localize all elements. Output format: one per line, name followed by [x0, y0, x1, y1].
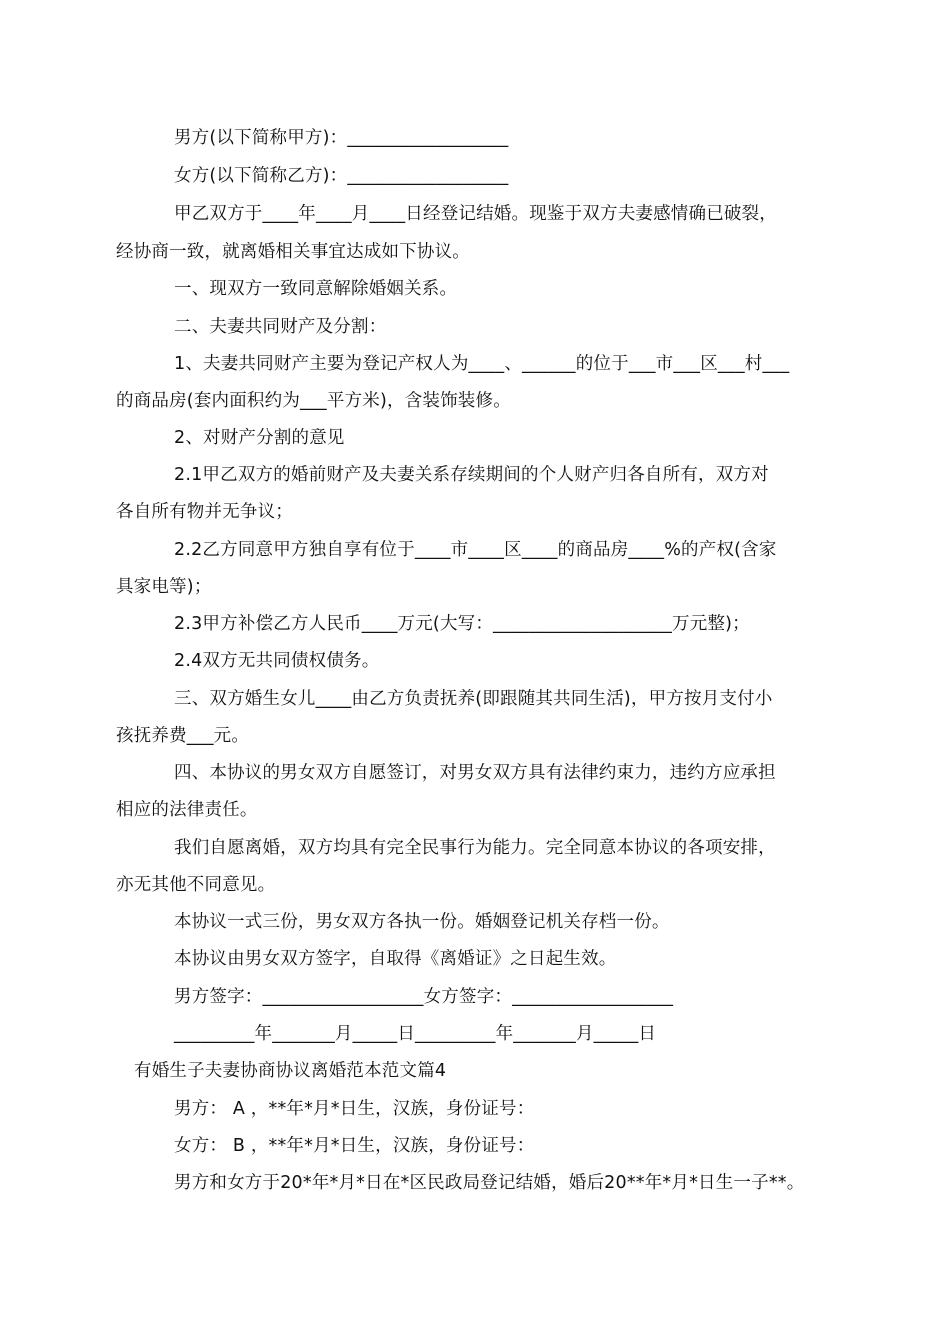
section-heading: 有婚生子夫妻协商协议离婚范本范文篇4 — [134, 1061, 447, 1081]
effective-clause: 本协议由男女双方签字，自取得《离婚证》之日起生效。 — [174, 949, 617, 969]
clause-2-4: 2.4双方无共同债权债务。 — [174, 651, 380, 671]
marriage-info-line: 男方和女方于20*年*月*日在*区民政局登记结婚，婚后20**年*月*日生一子**。 — [174, 1173, 805, 1193]
clause-2-2-heading: 2、对财产分割的意见 — [174, 428, 345, 448]
date-line: _________年_______月_____日_________年_______月_____日 — [174, 1024, 657, 1044]
male-info-line: 男方： A ，**年*月*日生，汉族，身份证号： — [174, 1099, 535, 1119]
clause-2-2-2-line2: 具家电等)； — [116, 577, 212, 597]
clause-2-heading: 二、夫妻共同财产及分割： — [174, 317, 387, 337]
clause-3-line1: 三、双方婚生女儿____由乙方负责抚养(即跟随其共同生活)，甲方按月支付小 — [174, 689, 773, 709]
clause-2-1-line1: 1、夫妻共同财产主要为登记产权人为____、______的位于___市___区___村___ — [174, 354, 790, 374]
female-info-line: 女方： B ，**年*月*日生，汉族，身份证号： — [174, 1136, 535, 1156]
copies-clause: 本协议一式三份，男女双方各执一份。婚姻登记机关存档一份。 — [174, 912, 670, 932]
clause-2-3: 2.3甲方补偿乙方人民币____万元(大写：____________________万元整)； — [174, 614, 750, 634]
paragraph-intro-line1: 甲乙双方于____年____月____日经登记结婚。现鉴于双方夫妻感情确已破裂， — [174, 204, 777, 224]
clause-4-line1: 四、本协议的男女双方自愿签订，对男女双方具有法律约束力，违约方应承担 — [174, 763, 776, 783]
statement-line2: 亦无其他不同意见。 — [116, 875, 276, 895]
clause-2-2-1-line1: 2.1甲乙双方的婚前财产及夫妻关系存续期间的个人财产归各自所有，双方对 — [174, 465, 769, 485]
paragraph-intro-line2: 经协商一致，就离婚相关事宜达成如下协议。 — [116, 242, 470, 262]
clause-3-line2: 孩抚养费___元。 — [116, 726, 250, 746]
signature-line: 男方签字：__________________女方签字：__________________ — [174, 987, 674, 1007]
clause-1: 一、现双方一致同意解除婚姻关系。 — [174, 279, 458, 299]
clause-4-line2: 相应的法律责任。 — [116, 800, 258, 820]
clause-2-2-1-line2: 各自所有物并无争议； — [116, 502, 293, 522]
party-a-line: 男方(以下简称甲方)：__________________ — [174, 128, 509, 148]
party-b-line: 女方(以下简称乙方)：__________________ — [174, 166, 509, 186]
clause-2-1-line2: 的商品房(套内面积约为___平方米)，含装饰装修。 — [116, 391, 511, 411]
clause-2-2-2-line1: 2.2乙方同意甲方独自享有位于____市____区____的商品房____%的产权(含家 — [174, 540, 777, 560]
statement-line1: 我们自愿离婚，双方均具有完全民事行为能力。完全同意本协议的各项安排， — [174, 838, 776, 858]
